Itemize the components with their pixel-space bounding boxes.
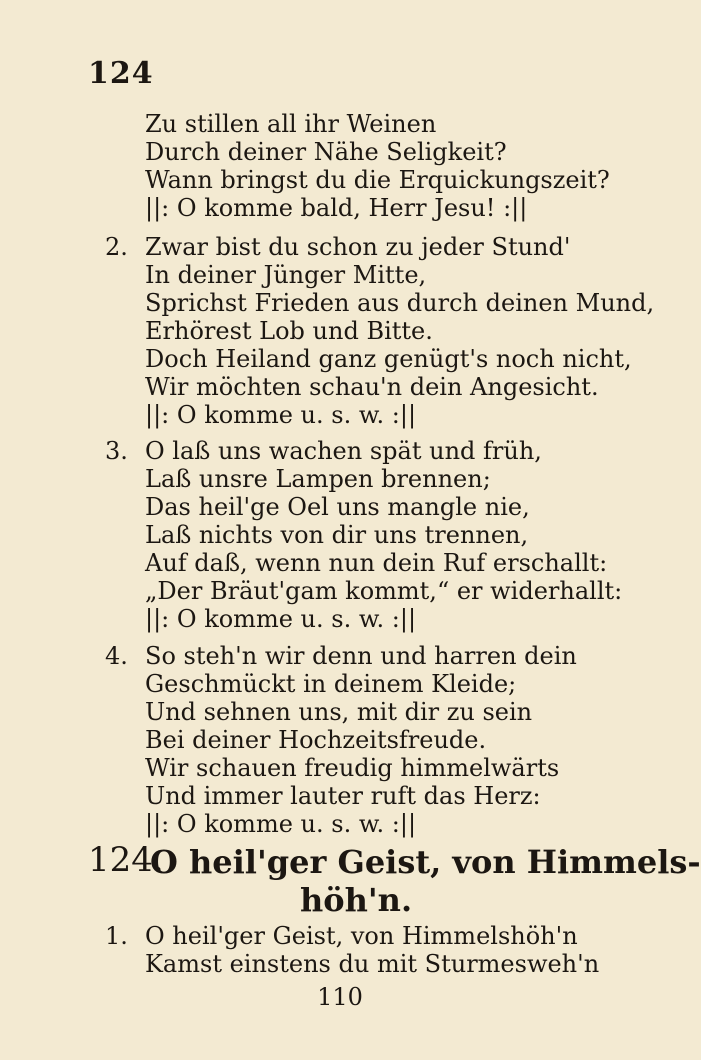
verse-number: 2. — [105, 233, 128, 261]
verse-line: Laß nichts von dir uns trennen, — [145, 521, 529, 549]
verse-line: So steh'n wir denn und harren dein — [145, 642, 577, 670]
page-footer-number: 110 — [317, 983, 363, 1011]
verse-line: Laß unsre Lampen brennen; — [145, 465, 491, 493]
verse-line: Wir schauen freudig himmelwärts — [145, 754, 560, 782]
verse-refrain: ||: O komme u. s. w. :|| — [145, 401, 417, 429]
verse-line: O heil'ger Geist, von Himmelshöh'n — [145, 922, 578, 950]
verse-line: Das heil'ge Oel uns mangle nie, — [145, 493, 530, 521]
verse-line: Zwar bist du schon zu jeder Stund' — [145, 233, 571, 261]
verse-number: 1. — [105, 922, 128, 950]
verse-line: Erhörest Lob und Bitte. — [145, 317, 433, 345]
verse-line: Kamst einstens du mit Sturmesweh'n — [145, 950, 600, 978]
verse-line: Sprichst Frieden aus durch deinen Mund, — [145, 289, 655, 317]
verse-line: „Der Bräut'gam kommt,“ er widerhallt: — [145, 577, 623, 605]
verse-line: Wann bringst du die Erquickungszeit? — [145, 166, 610, 194]
verse-line: Und immer lauter ruft das Herz: — [145, 782, 541, 810]
verse-refrain: ||: O komme bald, Herr Jesu! :|| — [145, 194, 528, 222]
hymn-number: 124. — [88, 840, 164, 880]
verse-line: In deiner Jünger Mitte, — [145, 261, 427, 289]
verse-line: O laß uns wachen spät und früh, — [145, 437, 542, 465]
hymn-title: O heil'ger Geist, von Himmels- — [150, 843, 701, 881]
verse-line: Wir möchten schau'n dein Angesicht. — [145, 373, 599, 401]
verse-line: Doch Heiland ganz genügt's noch nicht, — [145, 345, 632, 373]
verse-refrain: ||: O komme u. s. w. :|| — [145, 605, 417, 633]
verse-line: Bei deiner Hochzeitsfreude. — [145, 726, 487, 754]
verse-number: 3. — [105, 437, 128, 465]
page-header-number: 124 — [88, 56, 154, 91]
verse-line: Auf daß, wenn nun dein Ruf erschallt: — [145, 549, 608, 577]
verse-number: 4. — [105, 642, 128, 670]
verse-line: Zu stillen all ihr Weinen — [145, 110, 437, 138]
verse-line: Und sehnen uns, mit dir zu sein — [145, 698, 533, 726]
verse-line: Geschmückt in deinem Kleide; — [145, 670, 517, 698]
hymn-title-continued: höh'n. — [300, 881, 413, 919]
verse-refrain: ||: O komme u. s. w. :|| — [145, 810, 417, 838]
verse-line: Durch deiner Nähe Seligkeit? — [145, 138, 507, 166]
